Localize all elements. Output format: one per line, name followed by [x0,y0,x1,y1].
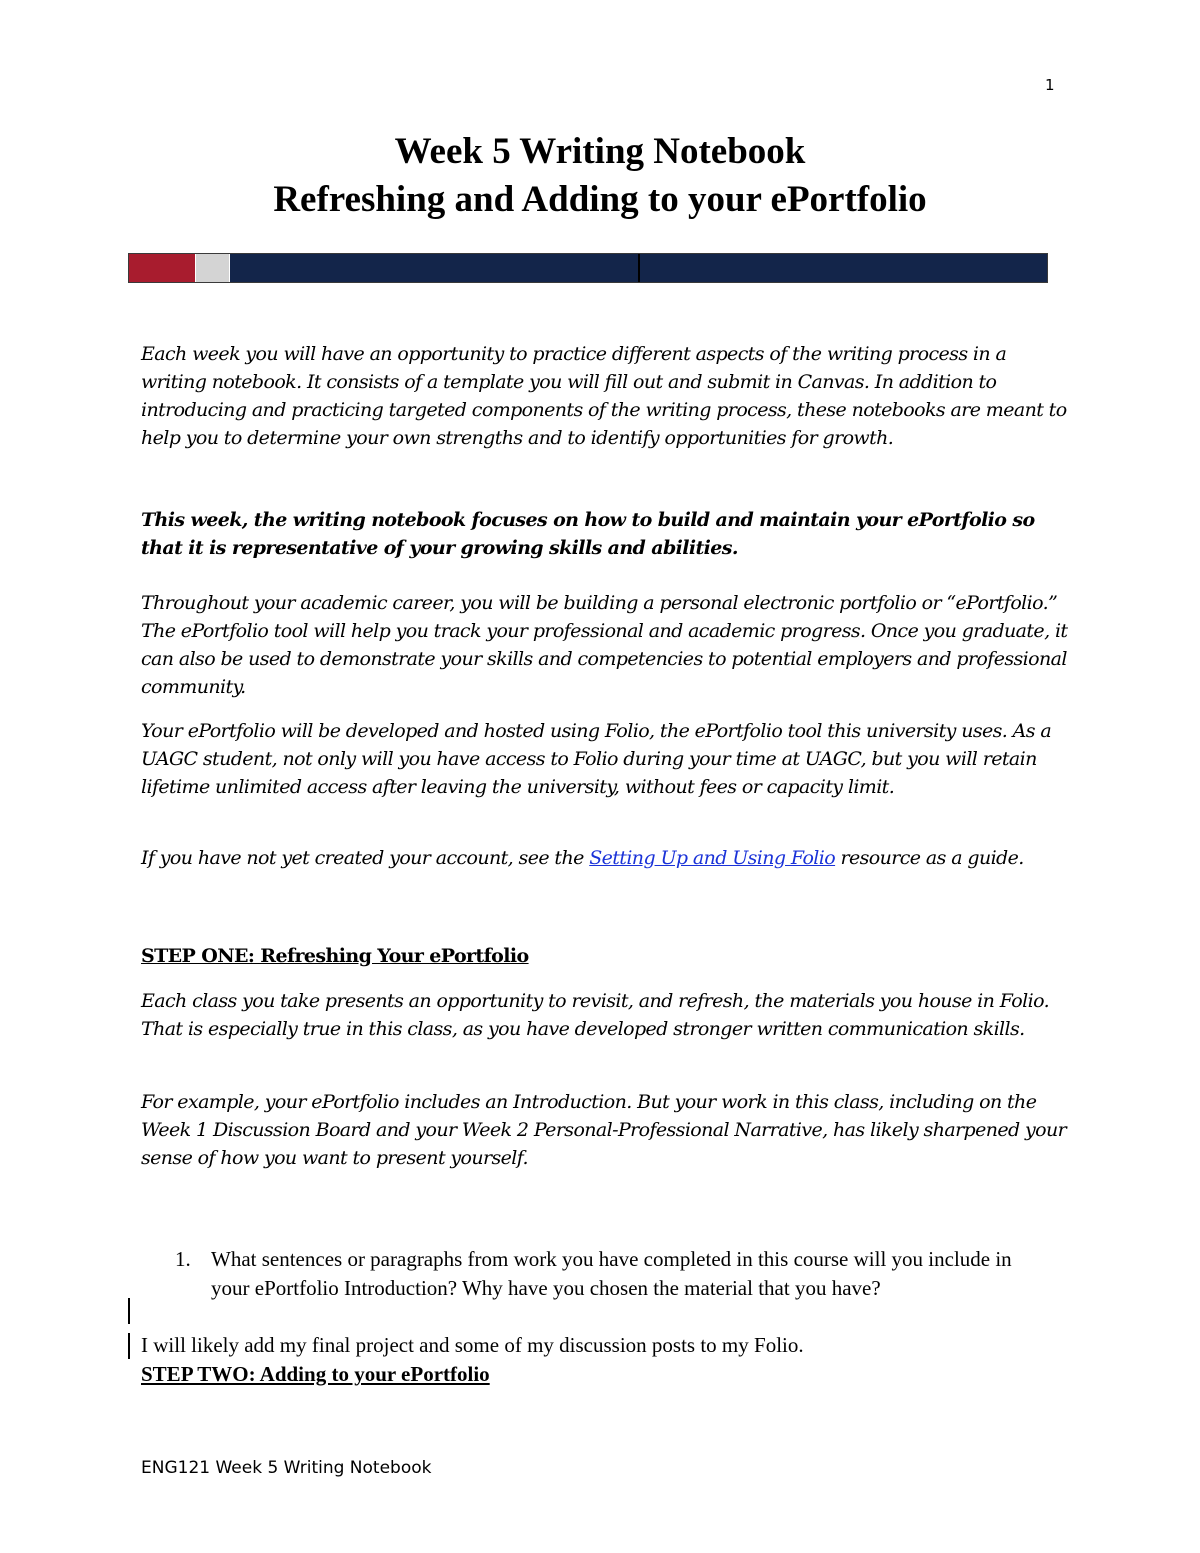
bar-navy-segment [638,254,1048,282]
step-one-paragraph-2: For example, your ePortfolio includes an Introduction. But your work in this class, including on the Week 1 Discussion Board and your Week 2 Personal-Professional Narrative, has likely sharpened your sense of how you want to present yourself. [141,1091,1067,1169]
question-text: What sentences or paragraphs from work you have completed in this course will you include in your ePortfolio Introduction? Why have you chosen the material that you have? [211,1247,1012,1300]
revision-mark [128,1333,130,1359]
folio-paragraph: Your ePortfolio will be developed and hosted using Folio, the ePortfolio tool this university uses. As a UAGC student, not only will you have access to Folio during your time at UAGC, but you will retain lifetime unlimited access after leaving the university, without fees or capacity limit. [141,720,1052,798]
step-one-heading: STEP ONE: Refreshing Your ePortfolio [141,945,529,967]
answer-text[interactable]: I will likely add my final project and some of my discussion posts to my Folio. [141,1333,804,1357]
title-line-2: Refreshing and Adding to your ePortfolio [273,179,927,220]
setting-up-folio-link[interactable]: Setting Up and Using Folio [589,847,836,869]
bar-red-segment [129,254,195,282]
bar-gray-segment [195,254,230,282]
question-number: 1. [175,1247,191,1271]
throughout-paragraph: Throughout your academic career, you will be building a personal electronic portfolio or “ePortfolio.” The ePortfolio tool will help you track your professional and academic progress. Once you graduate, it can also be used to demonstrate your skills and competencies to potential employers and professional community. [141,592,1068,698]
title-line-1: Week 5 Writing Notebook [394,131,806,172]
focus-paragraph: This week, the writing notebook focuses on how to build and maintain your ePortfolio so that it is representative of your growing skills and abilities. [141,509,1035,559]
question-1 [175,1245,1055,1303]
account-text-after: resource as a guide. [835,847,1024,869]
step-one-paragraph-1: Each class you take presents an opportunity to revisit, and refresh, the materials you house in Folio. That is especially true in this class, as you have developed stronger written communication skills. [141,990,1050,1040]
intro-paragraph: Each week you will have an opportunity to practice different aspects of the writing process in a writing notebook. It consists of a template you will fill out and submit in Canvas. In addition to introducing and practicing targeted components of the writing process, these notebooks are meant to help you to determine your own strengths and to identify opportunities for growth. [141,343,1067,449]
page-footer: ENG121 Week 5 Writing Notebook [141,1458,432,1478]
decorative-color-bar [128,253,1048,283]
page-title [0,128,1200,224]
bar-navy-segment [230,254,638,282]
revision-mark [128,1298,130,1324]
page-number: 1 [1045,76,1055,94]
account-text-before: If you have not yet created your account, see the [141,847,590,869]
account-paragraph [141,844,1071,872]
step-two-heading: STEP TWO: Adding to your ePortfolio [141,1362,490,1386]
